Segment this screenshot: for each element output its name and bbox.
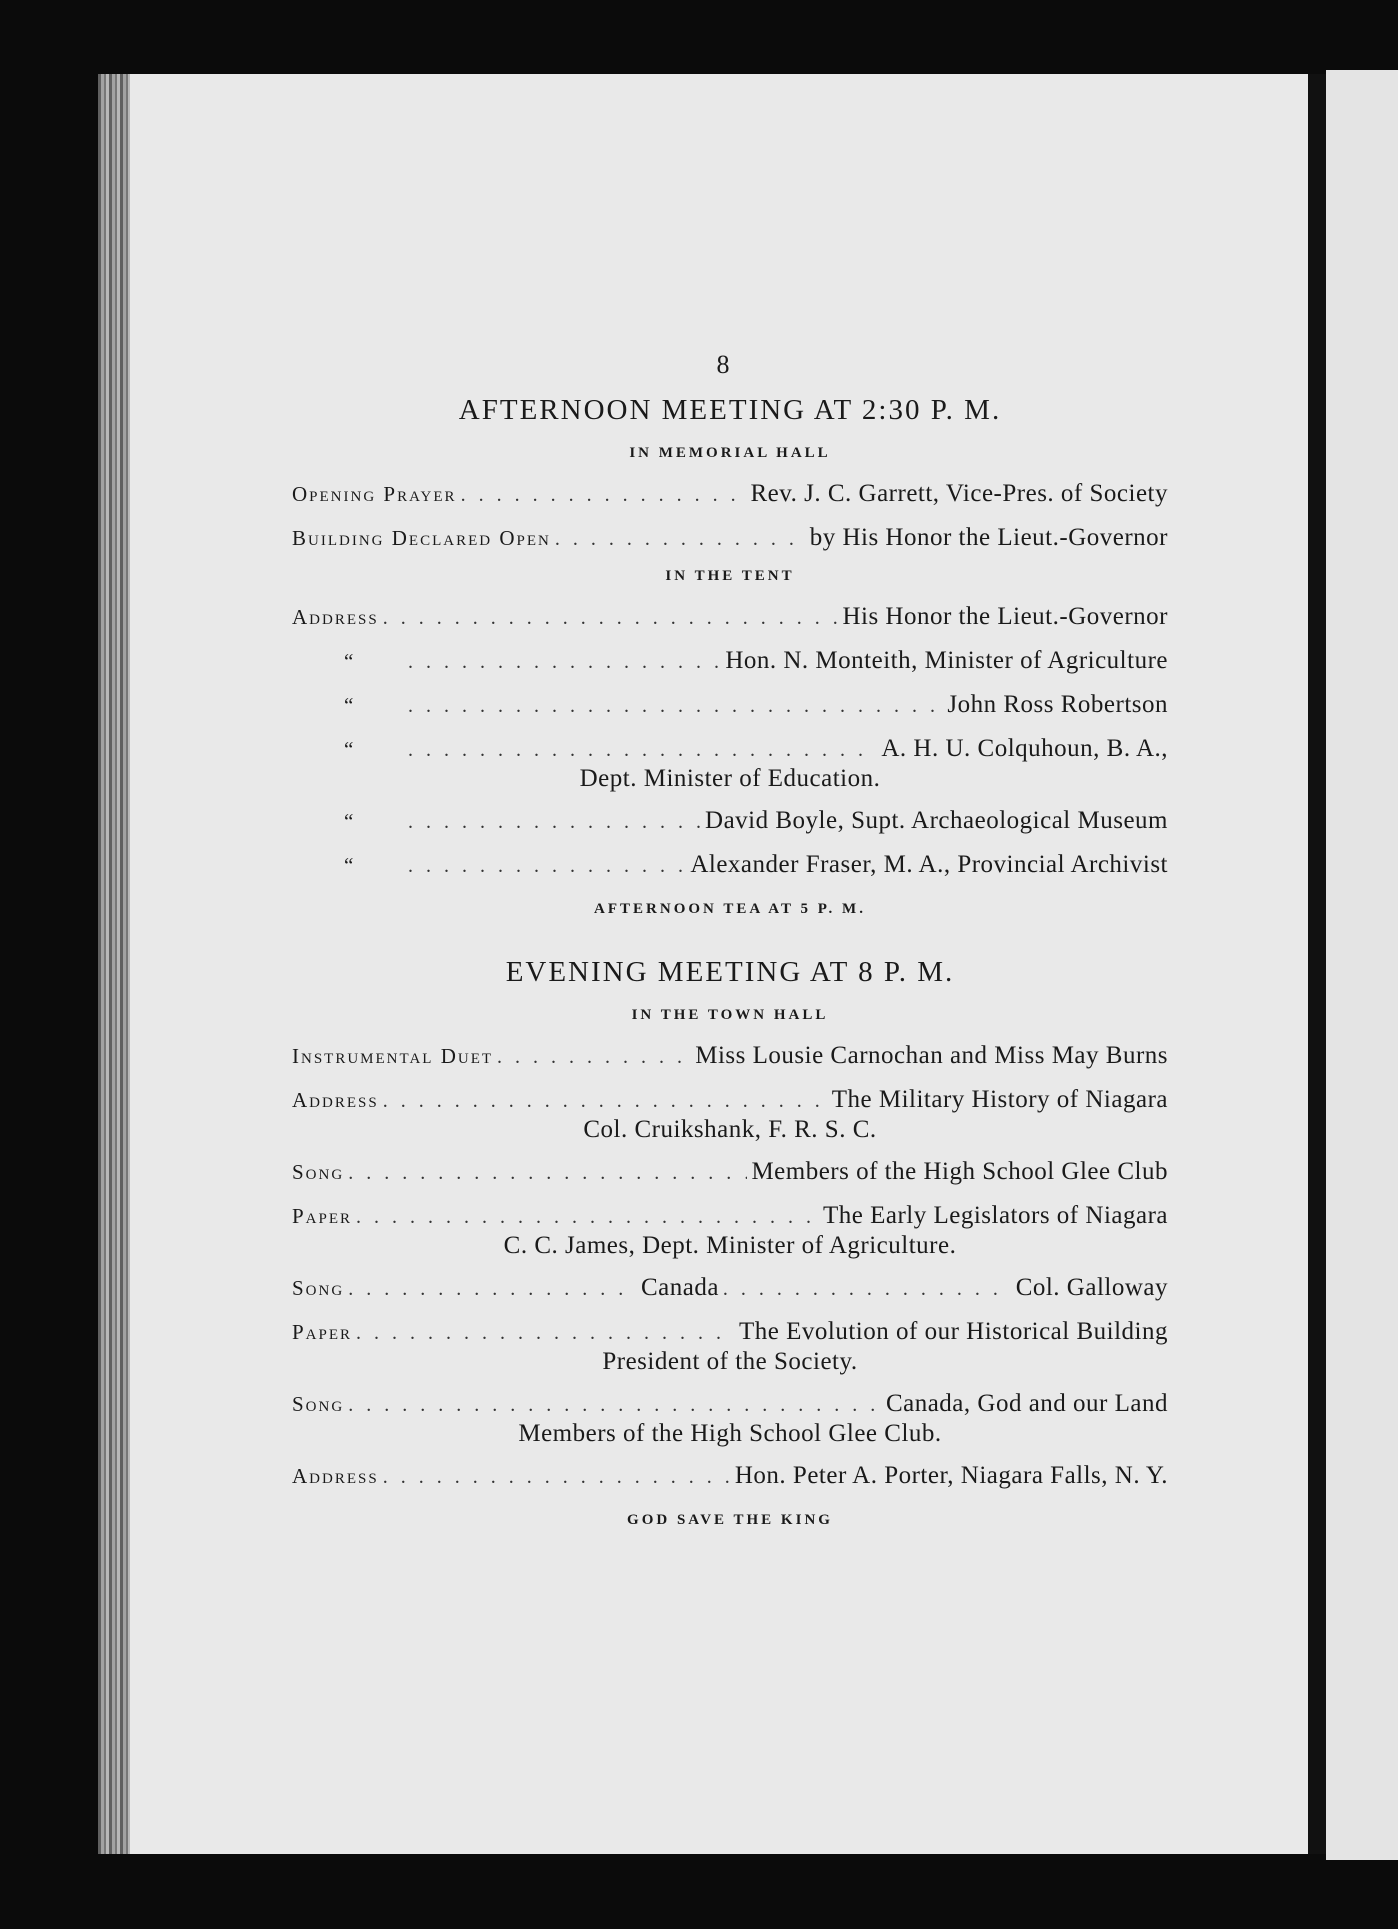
program-item <box>292 524 1168 552</box>
item-value: The Early Legislators of Niagara <box>822 1202 1168 1229</box>
leader-dots <box>723 1278 1012 1301</box>
program-item <box>292 1462 1168 1490</box>
program-item <box>292 1318 1168 1346</box>
program-item <box>292 1390 1168 1418</box>
leader-dots <box>408 651 721 674</box>
item-label: Opening Prayer <box>292 482 457 506</box>
item-value: Canada, God and our Land <box>885 1390 1168 1417</box>
item-label: Song <box>292 1392 345 1416</box>
item-label: Building Declared Open <box>292 526 551 550</box>
item-value: by His Honor the Lieut.-Governor <box>809 524 1168 551</box>
item-label: Song <box>292 1160 345 1184</box>
ditto-mark: “ <box>344 853 354 877</box>
item-continuation: Members of the High School Glee Club. <box>518 1420 942 1447</box>
leader-dots <box>383 1466 731 1489</box>
item-value-2: Col. Galloway <box>1015 1274 1169 1301</box>
leader-dots <box>383 607 839 630</box>
item-continuation: Dept. Minister of Education. <box>579 765 881 792</box>
item-value: David Boyle, Supt. Archaeological Museum <box>705 807 1168 834</box>
item-value: The Evolution of our Historical Building <box>739 1318 1168 1345</box>
item-label: Address <box>292 1088 379 1112</box>
facing-page-edge <box>1326 70 1398 1860</box>
program-item <box>292 1158 1168 1186</box>
leader-dots <box>356 1322 735 1345</box>
page-gutter <box>1308 74 1326 1854</box>
item-label: Paper <box>292 1204 353 1228</box>
ditto-mark: “ <box>344 737 354 761</box>
program-item <box>292 851 1168 879</box>
item-value: John Ross Robertson <box>947 691 1168 718</box>
program-item <box>292 603 1168 631</box>
program-item <box>292 1042 1168 1070</box>
afternoon-tea: AFTERNOON TEA AT 5 P. M. <box>594 901 866 917</box>
program-item <box>292 1086 1168 1114</box>
item-label: Instrumental Duet <box>292 1044 494 1068</box>
program-item <box>292 735 1168 763</box>
program-item <box>292 807 1168 835</box>
leader-dots <box>497 1046 691 1069</box>
program-item <box>292 480 1168 508</box>
item-value: Hon. Peter A. Porter, Niagara Falls, N. Y. <box>734 1462 1168 1489</box>
item-value: Rev. J. C. Garrett, Vice-Pres. of Society <box>750 480 1168 507</box>
item-value: Miss Lousie Carnochan and Miss May Burns <box>695 1042 1168 1069</box>
leader-dots <box>408 739 877 762</box>
leader-dots <box>408 695 943 718</box>
leader-dots <box>408 811 701 834</box>
item-value: Members of the High School Glee Club <box>751 1158 1168 1185</box>
memorial-hall-subheading: IN MEMORIAL HALL <box>629 445 831 461</box>
item-label: Address <box>292 605 379 629</box>
item-label: Address <box>292 1464 379 1488</box>
item-value: His Honor the Lieut.-Governor <box>842 603 1168 630</box>
item-label: Song <box>292 1276 345 1300</box>
leader-dots <box>356 1206 819 1229</box>
ditto-mark: “ <box>344 693 354 717</box>
leader-dots <box>555 528 806 551</box>
item-value: Hon. N. Monteith, Minister of Agriculture <box>725 647 1168 674</box>
leader-dots <box>383 1090 828 1113</box>
program-item <box>292 1202 1168 1230</box>
tent-subheading: IN THE TENT <box>665 568 795 584</box>
page-number: 8 <box>716 350 730 379</box>
item-value: Alexander Fraser, M. A., Provincial Archivist <box>690 851 1168 878</box>
leader-dots <box>348 1162 747 1185</box>
program-item <box>292 691 1168 719</box>
leader-dots <box>461 484 747 507</box>
town-hall-subheading: IN THE TOWN HALL <box>631 1007 829 1023</box>
ditto-mark: “ <box>344 649 354 673</box>
closing-line: GOD SAVE THE KING <box>627 1512 833 1528</box>
program <box>292 350 1168 1529</box>
item-value: Canada <box>640 1274 719 1301</box>
item-continuation: C. C. James, Dept. Minister of Agriculture. <box>503 1232 957 1259</box>
item-value: A. H. U. Colquhoun, B. A., <box>881 735 1168 762</box>
leader-dots <box>348 1394 882 1417</box>
afternoon-heading: AFTERNOON MEETING AT 2:30 P. M. <box>458 394 1002 426</box>
evening-heading: EVENING MEETING AT 8 P. M. <box>505 956 955 988</box>
item-continuation: Col. Cruikshank, F. R. S. C. <box>583 1116 877 1143</box>
ditto-mark: “ <box>344 809 354 833</box>
leader-dots <box>348 1278 637 1301</box>
item-label: Paper <box>292 1320 353 1344</box>
item-value: The Military History of Niagara <box>831 1086 1168 1113</box>
program-item <box>292 647 1168 675</box>
program-item <box>292 1274 1168 1302</box>
item-continuation: President of the Society. <box>602 1348 858 1375</box>
leader-dots <box>408 855 686 878</box>
